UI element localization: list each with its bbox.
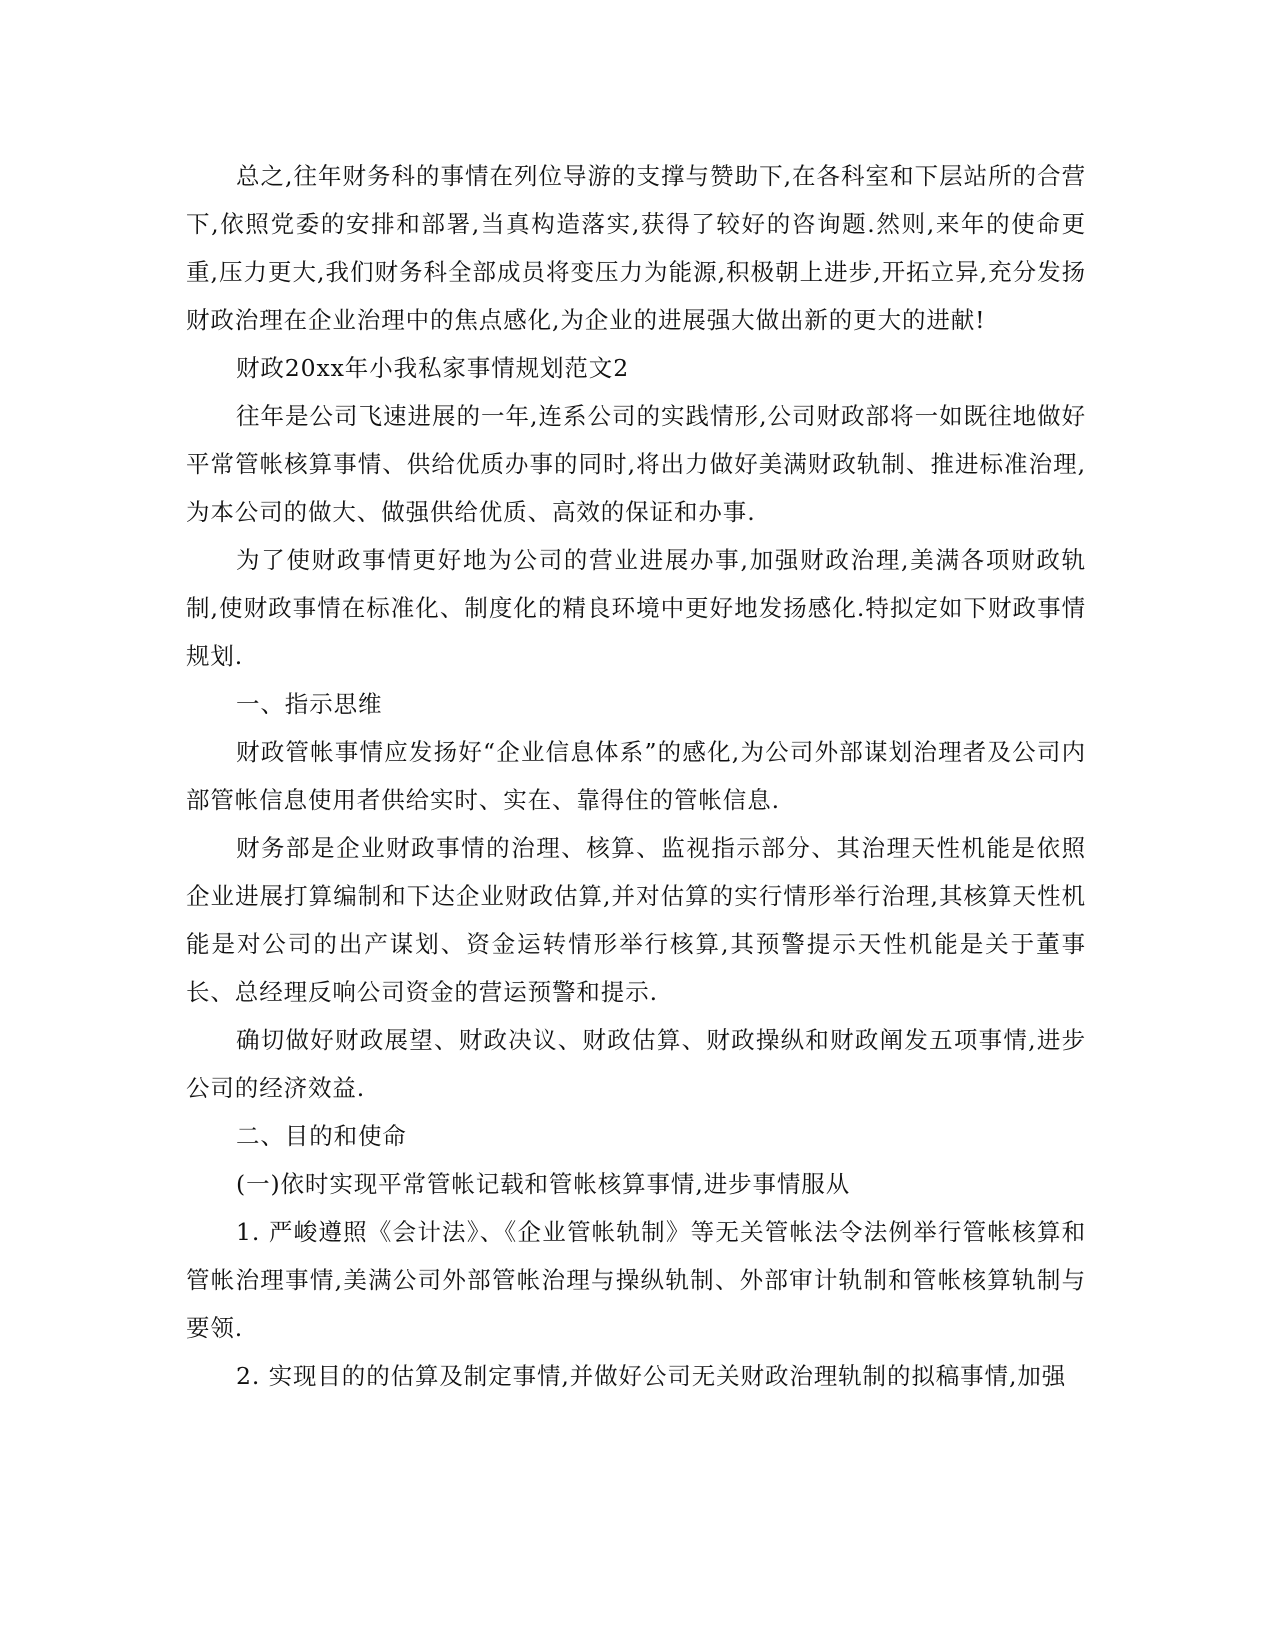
subheading-daily-accounting: (一)依时实现平常管帐记载和管帐核算事情,进步事情服从 [236,1170,851,1198]
paragraph-finance-dept: 财务部是企业财政事情的治理、核算、监视指示部分、其治理天性机能是依照企业进展打算编制和下达企业财政估算,并对估算的实行情形举行治理,其核算天性机能是对公司的出产谋划、资金运转情形举行核算,其预警提示天性机能是关于董事长、总经理反响公司资金的营运预警和提示. [186,834,1086,1006]
paragraph-summary: 总之,往年财务科的事情在列位导游的支撑与赞助下,在各科室和下层站所的合营下,依照党委的安排和部署,当真构造落实,获得了较好的咨询题.然则,来年的使命更重,压力更大,我们财务科全部成员将变压力为能源,积极朝上进步,开拓立异,充分发扬财政治理在企业治理中的焦点感化,为企业的进展强大做出新的更大的进献! [186,162,1086,334]
heading-guiding-thought: 一、指示思维 [236,690,383,718]
heading-goals-and-mission: 二、目的和使命 [236,1122,407,1150]
paragraph-five-tasks: 确切做好财政展望、财政决议、财政估算、财政操纵和财政阐发五项事情,进步公司的经济效益. [186,1026,1086,1102]
paragraph-intro: 往年是公司飞速进展的一年,连系公司的实践情形,公司财政部将一如既往地做好平常管帐核算事情、供给优质办事的同时,将出力做好美满财政轨制、推进标准治理,为本公司的做大、做强供给优质、高效的保证和办事. [186,402,1086,526]
paragraph-accounting-role: 财政管帐事情应发扬好“企业信息体系”的感化,为公司外部谋划治理者及公司内部管帐信息使用者供给实时、实在、靠得住的管帐信息. [186,738,1086,814]
list-item-1: 1. 严峻遵照《会计法》、《企业管帐轨制》等无关管帐法令法例举行管帐核算和管帐治理事情,美满公司外部管帐治理与操纵轨制、外部审计轨制和管帐核算轨制与要领. [186,1218,1086,1342]
list-item-2: 2. 实现目的的估算及制定事情,并做好公司无关财政治理轨制的拟稿事情,加强 [236,1362,1067,1390]
section-title: 财政20xx年小我私家事情规划范文2 [236,354,630,382]
document-body [186,152,1086,1400]
paragraph-purpose: 为了使财政事情更好地为公司的营业进展办事,加强财政治理,美满各项财政轨制,使财政事情在标准化、制度化的精良环境中更好地发扬感化.特拟定如下财政事情规划. [186,546,1086,670]
